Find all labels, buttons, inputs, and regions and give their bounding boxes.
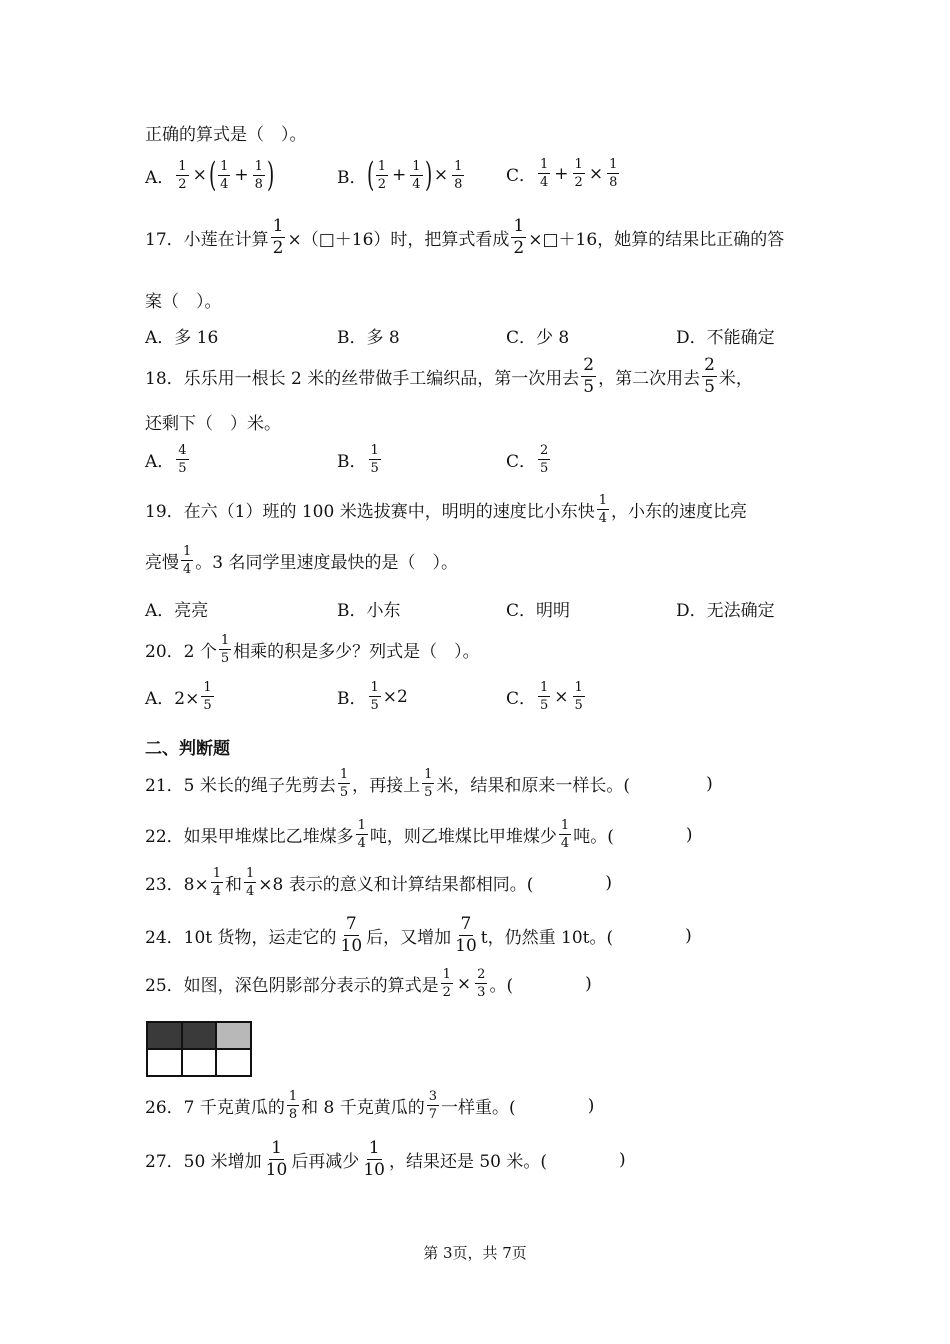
q17-option-c[interactable]: C．少 8 [506,328,570,348]
shaded-grid-figure [146,1021,252,1077]
q19-stem: 19．在六（1）班的 100 米选拔赛中，明明的速度比小东快 $\frac{1}{4}$ ，小东的速度比亮 [145,493,747,526]
q18-option-c[interactable]: C． $\frac{2}{5}$ [506,443,549,476]
q22-stem: 22．如果甲堆煤比乙堆煤多 $\frac{1}{4}$ 吨，则乙堆煤比甲堆煤少 $\frac{1}{4}$ 吨。( ) [145,818,693,851]
q20-option-c[interactable]: C． $\frac{1}{5}$ × $\frac{1}{5}$ [506,680,583,713]
fraction: $\frac{1}{5}$ [424,767,433,800]
q17-option-b[interactable]: B．多 8 [337,328,400,348]
fraction: $\frac{1}{4}$ [540,157,549,190]
q17-option-d[interactable]: D．不能确定 [676,328,775,348]
q17-stem-cont: 案（ ）。 [145,292,222,312]
q18-stem: 18．乐乐用一根长 2 米的丝带做手工编织品，第一次用去 $\frac{2}{5}$ ，第二次用去 $\frac{2}{5}$ 米， [145,355,753,397]
fraction: $\frac{1}{5}$ [339,767,349,800]
fraction: $\frac{1}{4}$ [412,158,421,192]
grid-cell-light [216,1022,251,1049]
q19-stem-cont: 亮慢 $\frac{1}{4}$ 。3 名同学里速度最快的是（ ）。 [145,544,459,577]
q17-stem: 17．小莲在计算 $\frac{1}{2}$ ×（□＋16）时，把算式看成 $\frac{1}{2}$ ×□＋16，她算的结果比正确的答 [145,216,785,258]
q27-stem: 27．50 米增加 $\frac{1}{10}$ 后再减少 $\frac{1}{10}$ ，结果还是 50 米。( ) [145,1138,626,1180]
fraction: $\frac{1}{4}$ [357,818,366,851]
fraction: $\frac{1}{8}$ [609,157,618,190]
page-footer: 第 3页，共 7页 [423,1244,527,1262]
fraction: $\frac{2}{3}$ [477,967,486,1000]
q18-option-b[interactable]: B． $\frac{1}{5}$ [337,443,379,476]
fraction: $\frac{1}{2}$ [442,967,451,1000]
fraction: $\frac{7}{10}$ [455,914,477,956]
fraction: $\frac{2}{5}$ [704,355,715,397]
q20-option-a[interactable]: A．2× $\frac{1}{5}$ [145,680,212,713]
grid-cell-dark [147,1022,182,1049]
q21-stem: 21．5 米长的绳子先剪去 $\frac{1}{5}$ ，再接上 $\frac{1}{5}$ 米，结果和原来一样长。( ) [145,767,713,800]
fraction: $\frac{2}{5}$ [540,443,549,476]
fraction: $\frac{1}{2}$ [574,157,583,190]
fraction: $\frac{1}{4}$ [245,866,255,899]
fraction: $\frac{1}{5}$ [220,633,230,666]
fraction: $\frac{7}{10}$ [340,914,363,956]
fraction: $\frac{4}{5}$ [178,443,187,476]
q25-stem: 25．如图，深色阴影部分表示的算式是 $\frac{1}{2}$ × $\frac{2}{3}$ 。( ) [145,967,592,1000]
q17-option-a[interactable]: A．多 16 [145,328,219,348]
q19-option-d[interactable]: D．无法确定 [676,601,775,621]
fraction: $\frac{1}{2}$ [377,158,387,192]
fraction: $\frac{1}{8}$ [254,158,263,192]
q24-stem: 24．10t 货物，运走它的 $\frac{7}{10}$ 后，又增加 $\frac{7}{10}$ t，仍然重 10t。( ) [145,914,692,956]
fraction: $\frac{1}{4}$ [598,493,607,526]
fraction: $\frac{1}{4}$ [560,818,570,851]
fraction: $\frac{1}{5}$ [203,680,212,713]
q19-option-b[interactable]: B．小东 [337,601,401,621]
fraction: $\frac{1}{4}$ [220,158,229,192]
q16-option-a[interactable]: A． $\frac{1}{2}$ × ( $\frac{1}{4}$ + $\frac{1}{8}$ ) [145,155,275,195]
q19-option-c[interactable]: C．明明 [506,601,571,621]
section-heading: 二、判断题 [145,739,230,759]
fraction: $\frac{1}{4}$ [212,866,221,899]
fraction: $\frac{3}{7}$ [428,1089,438,1122]
fraction: $\frac{1}{2}$ [272,216,284,258]
fraction: $\frac{1}{4}$ [183,544,192,577]
fraction: $\frac{1}{2}$ [513,216,525,258]
grid-cell-white [216,1049,251,1076]
q16-option-c[interactable]: C． $\frac{1}{4}$ + $\frac{1}{2}$ × $\frac{1}{8}$ [506,157,618,190]
q20-option-b[interactable]: B． $\frac{1}{5}$ ×2 [337,680,408,713]
q18-stem-cont: 还剩下（ ）米。 [145,414,281,434]
grid-cell-dark [182,1022,217,1049]
q16-tail: 正确的算式是（ ）。 [145,125,307,145]
fraction: $\frac{1}{2}$ [178,158,187,192]
fraction: $\frac{1}{10}$ [265,1138,288,1180]
fraction: $\frac{1}{5}$ [574,680,583,713]
grid-cell-white [147,1049,182,1076]
fraction: $\frac{1}{8}$ [454,158,463,192]
fraction: $\frac{1}{10}$ [363,1138,385,1180]
q20-stem: 20．2 个 $\frac{1}{5}$ 相乘的积是多少？列式是（ ）。 [145,633,480,666]
q16-option-b[interactable]: B． ( $\frac{1}{2}$ + $\frac{1}{4}$ ) × $\frac{1}{8}$ [337,155,463,195]
q18-option-a[interactable]: A． $\frac{4}{5}$ [145,443,187,476]
fraction: $\frac{1}{5}$ [540,680,549,713]
fraction: $\frac{2}{5}$ [583,355,595,397]
grid-cell-white [182,1049,217,1076]
fraction: $\frac{1}{8}$ [288,1089,298,1122]
fraction: $\frac{1}{5}$ [370,680,379,713]
q19-option-a[interactable]: A．亮亮 [145,601,209,621]
fraction: $\frac{1}{5}$ [370,443,379,476]
q23-stem: 23．8× $\frac{1}{4}$ 和 $\frac{1}{4}$ ×8 表示的意义和计算结果都相同。( ) [145,866,613,899]
q26-stem: 26．7 千克黄瓜的 $\frac{1}{8}$ 和 8 千克黄瓜的 $\frac{3}{7}$ 一样重。( ) [145,1089,595,1122]
